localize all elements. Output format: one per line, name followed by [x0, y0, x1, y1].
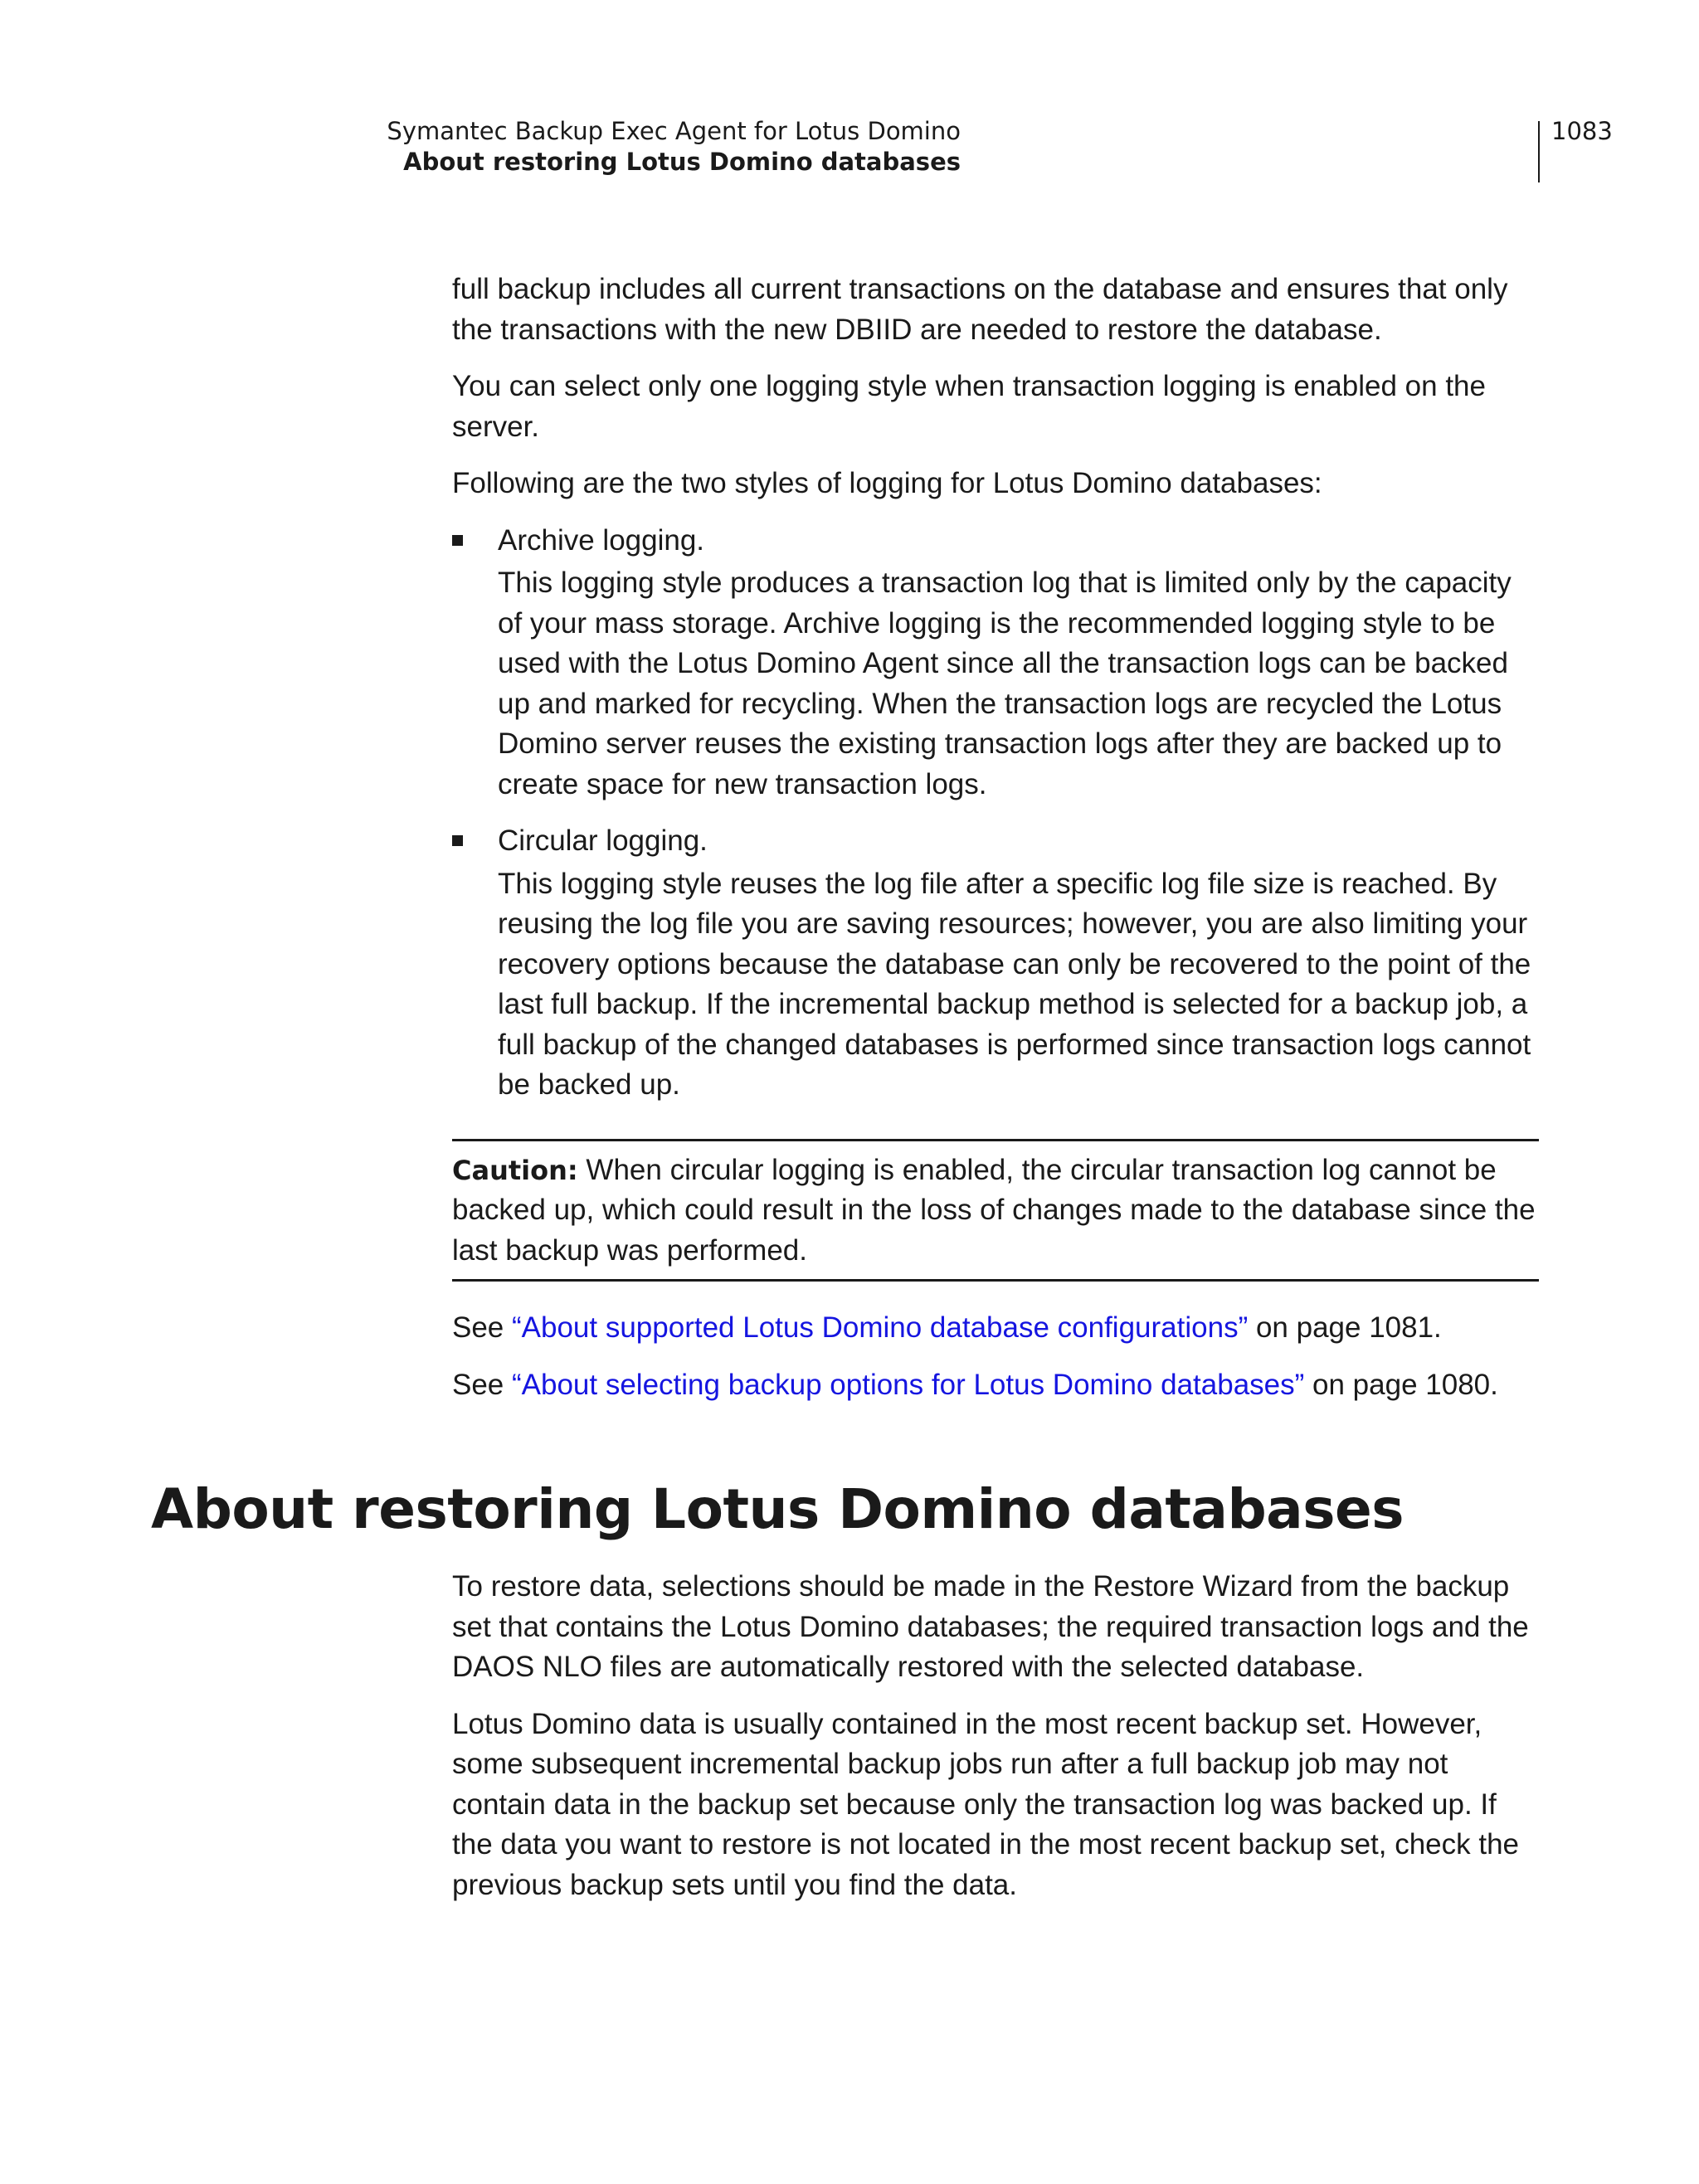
- xref-suffix: on page 1080.: [1304, 1368, 1498, 1401]
- xref-suffix: on page 1081.: [1248, 1311, 1442, 1344]
- intro-paragraph-2: You can select only one logging style when transaction logging is enabled on the server.: [452, 370, 1486, 443]
- xref-prefix: See: [452, 1368, 512, 1401]
- square-bullet-icon: [452, 535, 463, 546]
- intro-paragraph-3: Following are the two styles of logging for Lotus Domino databases:: [452, 467, 1322, 499]
- header-title: Symantec Backup Exec Agent for Lotus Domino: [387, 117, 961, 145]
- main-content: [452, 270, 1539, 1422]
- xref-prefix: See: [452, 1311, 512, 1344]
- section-paragraph-2: Lotus Domino data is usually contained in the most recent backup set. However, some subsequent incremental backup jobs run after a full backup job may not contain data in the backup set because only the transaction log was backed up. If the data you want to restore is not located in the most recent backup set, check the previous backup sets until you find the data.: [452, 1707, 1520, 1901]
- header-subtitle: About restoring Lotus Domino databases: [403, 148, 961, 176]
- xref-link-backup-options[interactable]: “About selecting backup options for Lotus Domino databases”: [512, 1368, 1305, 1401]
- page-number: 1083: [1551, 117, 1613, 145]
- cross-reference-2: [452, 1365, 1539, 1406]
- list-item-archive-logging: [452, 521, 1539, 805]
- section-paragraph-1: To restore data, selections should be made in the Restore Wizard from the backup set that contains the Lotus Domino databases; the required transaction logs and the DAOS NLO files are automatically restored with the selected database.: [452, 1570, 1529, 1683]
- list-item-body: This logging style reuses the log file after a specific log file size is reached. By reusing the log file you are saving resources; however, you are also limiting your recovery options because the database can only be recovered to the point of the last full backup. If the incremental backup method is selected for a backup job, a full backup of the changed databases is performed since transaction logs cannot be backed up.: [498, 867, 1531, 1101]
- caution-note: [452, 1139, 1539, 1282]
- cross-reference-1: [452, 1308, 1539, 1349]
- caution-text: When circular logging is enabled, the circular transaction log cannot be backed up, which could result in the loss of changes made to the database since the last backup was performed.: [452, 1153, 1536, 1267]
- section-heading: About restoring Lotus Domino databases: [151, 1477, 1404, 1541]
- section-content: [452, 1567, 1539, 1922]
- list-item-title: Archive logging.: [498, 523, 705, 557]
- intro-paragraph-1: full backup includes all current transactions on the database and ensures that only the transactions with the new DBIID are needed to restore the database.: [452, 273, 1508, 346]
- caution-label: Caution:: [452, 1154, 578, 1186]
- list-item-body: This logging style produces a transaction log that is limited only by the capacity of your mass storage. Archive logging is the recommended logging style to be used with the Lotus Domino Agent since all the transaction logs can be backed up and marked for recycling. When the transaction logs are recycled the Lotus Domino server reuses the existing transaction logs after they are backed up to create space for new transaction logs.: [498, 567, 1512, 800]
- xref-link-supported-configurations[interactable]: “About supported Lotus Domino database configurations”: [512, 1311, 1249, 1344]
- header-divider: [1538, 121, 1540, 182]
- square-bullet-icon: [452, 835, 463, 846]
- list-item-circular-logging: [452, 821, 1539, 1106]
- running-header: [387, 116, 961, 178]
- list-item-title: Circular logging.: [498, 824, 708, 857]
